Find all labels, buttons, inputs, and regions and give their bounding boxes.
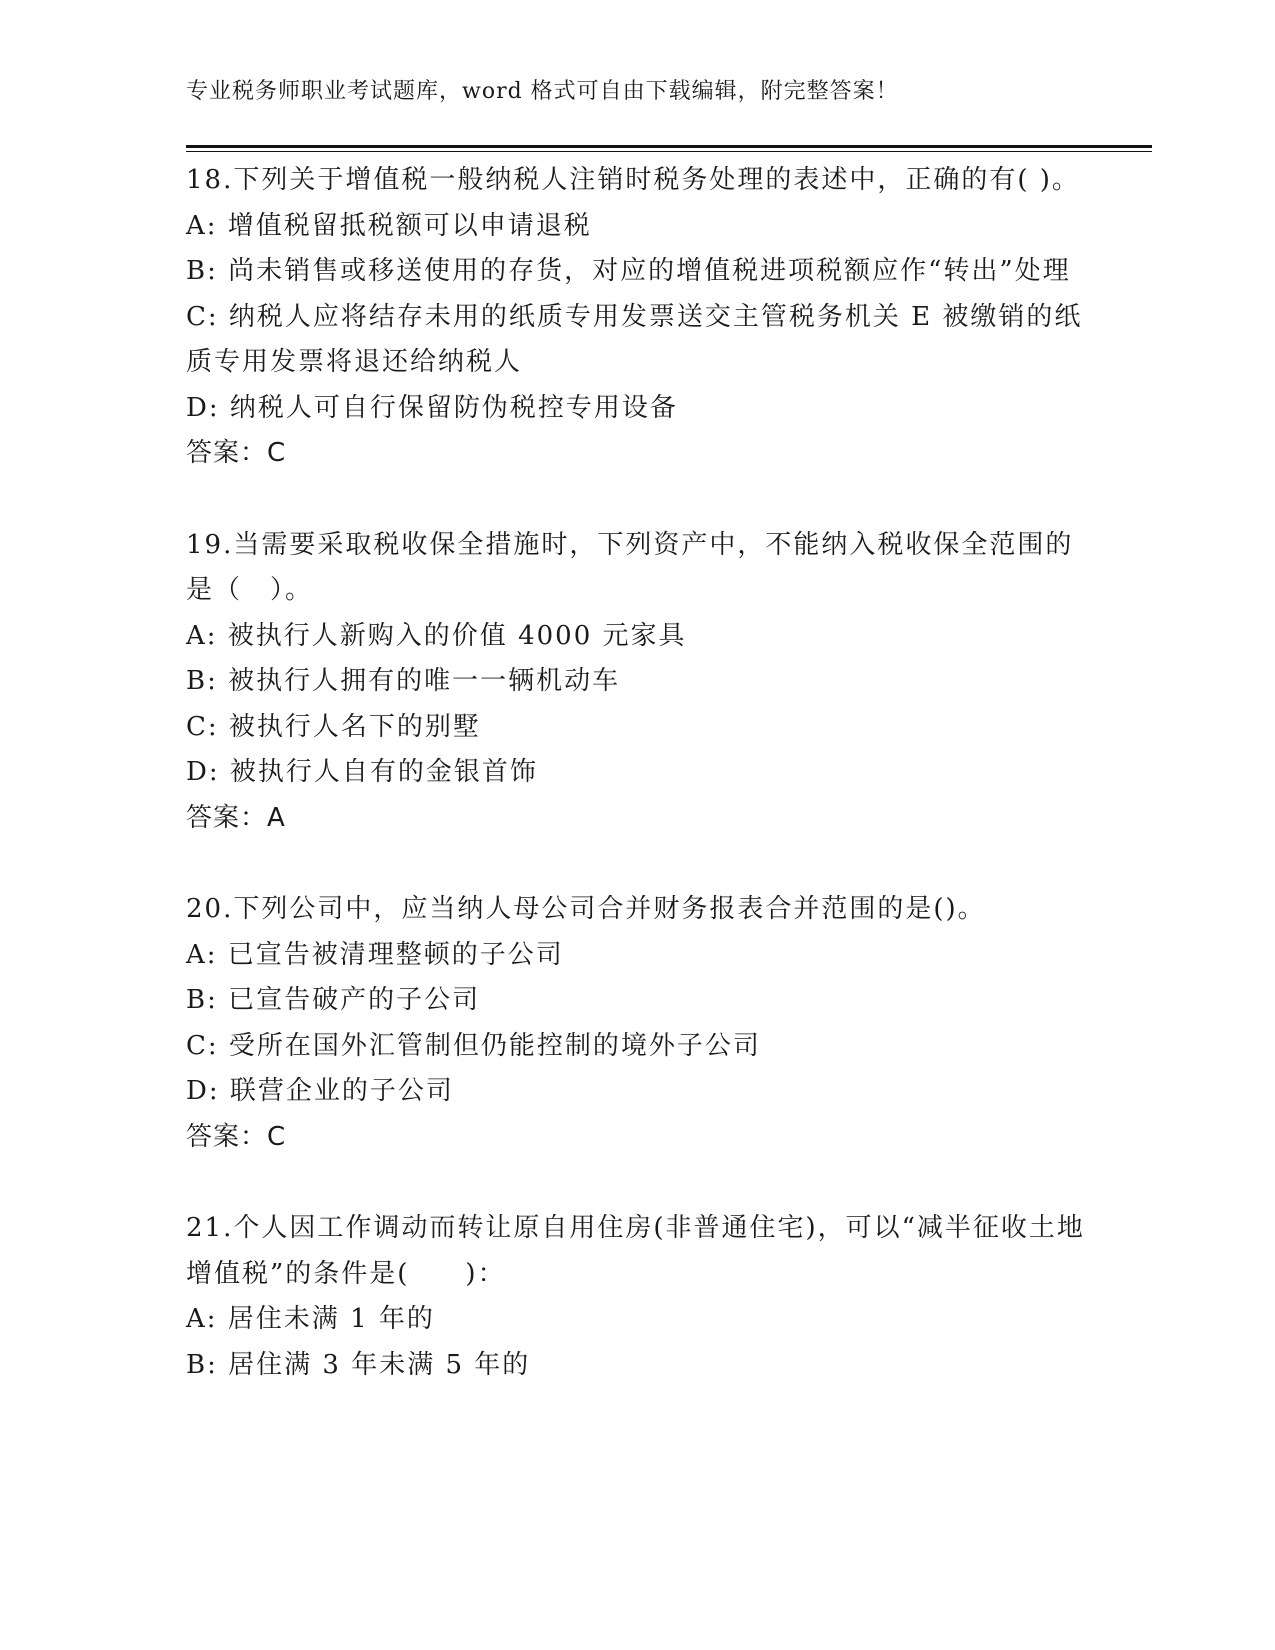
question-stem: 20.下列公司中，应当纳人母公司合并财务报表合并范围的是()。 bbox=[186, 894, 986, 924]
answer: 答案：A bbox=[186, 802, 286, 833]
question-21 bbox=[186, 1206, 1086, 1388]
option-b: B: 被执行人拥有的唯一一辆机动车 bbox=[186, 666, 621, 696]
answer: 答案：C bbox=[186, 1121, 287, 1152]
question-stem: 19.当需要采取税收保全措施时，下列资产中，不能纳入税收保全范围的是（ ）。 bbox=[186, 529, 1074, 605]
option-c: C: 被执行人名下的别墅 bbox=[186, 711, 481, 742]
option-c: C: 纳税人应将结存未用的纸质专用发票送交主管税务机关 E 被缴销的纸质专用发票将退还给纳税人 bbox=[186, 301, 1083, 377]
question-list bbox=[186, 158, 1086, 1434]
option-d: D: 纳税人可自行保留防伪税控专用设备 bbox=[186, 392, 678, 423]
question-18 bbox=[186, 158, 1086, 477]
option-b: B: 居住满 3 年未满 5 年的 bbox=[186, 1349, 531, 1380]
option-d: D: 联营企业的子公司 bbox=[186, 1076, 454, 1106]
header-rule-thick bbox=[186, 145, 1152, 148]
option-a: A: 增值税留抵税额可以申请退税 bbox=[186, 210, 592, 241]
option-b: B: 尚未销售或移送使用的存货，对应的增值税进项税额应作“转出”处理 bbox=[186, 256, 1071, 286]
option-a: A: 被执行人新购入的价值 4000 元家具 bbox=[186, 620, 687, 651]
question-20 bbox=[186, 887, 1086, 1160]
option-a: A: 已宣告被清理整顿的子公司 bbox=[186, 939, 564, 970]
header-rule-thin bbox=[186, 151, 1152, 152]
option-c: C: 受所在国外汇管制但仍能控制的境外子公司 bbox=[186, 1030, 761, 1061]
page-header: 专业税务师职业考试题库，word 格式可自由下载编辑，附完整答案！ bbox=[186, 79, 899, 104]
question-stem: 21.个人因工作调动而转让原自用住房(非普通住宅)，可以“减半征收土地增值税”的条件是( )： bbox=[186, 1213, 1085, 1289]
option-a: A: 居住未满 1 年的 bbox=[186, 1304, 435, 1334]
question-19 bbox=[186, 523, 1086, 842]
answer: 答案：C bbox=[186, 438, 287, 468]
question-stem: 18.下列关于增值税一般纳税人注销时税务处理的表述中，正确的有( )。 bbox=[186, 165, 1080, 195]
option-d: D: 被执行人自有的金银首饰 bbox=[186, 757, 538, 787]
option-b: B: 已宣告破产的子公司 bbox=[186, 985, 481, 1015]
